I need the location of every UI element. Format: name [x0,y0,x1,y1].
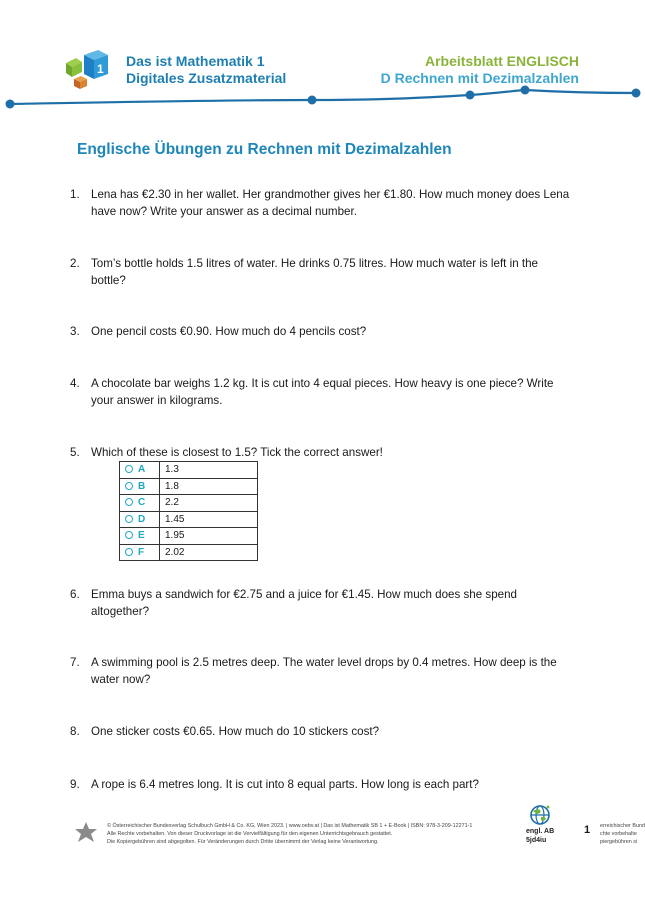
option-label-cell[interactable] [120,511,160,528]
option-value: 1.45 [160,511,258,528]
option-row[interactable] [120,478,258,495]
question-text: One pencil costs €0.90. How much do 4 pencils cost? [91,325,367,338]
footer-side-line: chte vorbehalte [600,831,637,837]
logo-digit: 1 [97,62,104,76]
option-row[interactable] [120,511,258,528]
question-number: 1. [70,188,80,201]
option-letter: B [138,480,146,492]
answer-options-table [119,461,258,561]
option-label-cell[interactable] [120,478,160,495]
question-4 [70,376,570,409]
question-5 [70,445,570,462]
option-letter: A [138,464,146,476]
radio-circle-icon[interactable] [125,531,133,539]
header-book-title: Das ist Mathematik 1 [126,53,265,69]
option-value: 1.3 [160,462,258,479]
question-8 [70,724,570,741]
question-3 [70,324,570,341]
radio-circle-icon[interactable] [125,498,133,506]
footer-line: Die Kopiergebühren sind abgegolten. Für Veränderungen durch Dritte übernimmt der Verlag keine Verantwortung. [107,839,379,845]
question-text: A rope is 6.4 metres long. It is cut into 8 equal parts. How long is each part? [91,778,479,791]
question-text: Tom’s bottle holds 1.5 litres of water. He drinks 0.75 litres. How much water is left in the bottle? [91,257,538,287]
footer-side-line: piergebühren si [600,839,638,845]
question-number: 3. [70,325,80,338]
worksheet-code-label: engl. AB [526,828,555,835]
option-label-cell[interactable] [120,495,160,512]
option-letter: D [138,513,146,525]
option-value: 2.02 [160,544,258,561]
question-text: One sticker costs €0.65. How much do 10 stickers cost? [91,725,380,738]
question-text: A swimming pool is 2.5 metres deep. The water level drops by 0.4 metres. How deep is the water now? [91,656,557,686]
question-number: 9. [70,778,80,791]
radio-circle-icon[interactable] [125,482,133,490]
header-topic: D Rechnen mit Dezimalzahlen [380,70,579,86]
footer-side-line: erreichischer Bund [600,823,645,829]
question-number: 2. [70,257,80,270]
question-text: Lena has €2.30 in her wallet. Her grandmother gives her €1.80. How much money does Lena have now? Write your answer as a decimal number. [91,188,570,218]
question-text: Which of these is closest to 1.5? Tick the correct answer! [91,446,383,459]
page-number: 1 [584,824,591,836]
option-label-cell[interactable] [120,544,160,561]
worksheet-code: 5jd4iu [526,837,547,844]
question-2 [70,256,570,289]
question-number: 6. [70,588,80,601]
option-value: 1.95 [160,528,258,545]
radio-circle-icon[interactable] [125,515,133,523]
page-title: Englische Übungen zu Rechnen mit Dezimalzahlen [77,141,452,158]
option-letter: C [138,497,146,509]
publisher-logo-icon [73,820,99,846]
header-wave-line [0,80,640,112]
question-number: 5. [70,446,80,459]
footer-line: © Österreichischer Bundesverlag Schulbuch GmbH & Co. KG, Wien 2023. | www.oebv.at | Das ist Mathematik SB 1 + E-Book | ISBN: 978-3-209-12271-1 [107,823,473,829]
option-value: 2.2 [160,495,258,512]
question-number: 7. [70,656,80,669]
globe-icon [529,804,551,826]
footer-copyright [107,822,487,846]
option-letter: E [138,530,145,542]
option-value: 1.8 [160,478,258,495]
option-label-cell[interactable] [120,462,160,479]
radio-circle-icon[interactable] [125,465,133,473]
option-row[interactable] [120,495,258,512]
question-7 [70,655,570,688]
footer-line: Alle Rechte vorbehalten. Von dieser Druckvorlage ist die Vervielfältigung für den eigenen Unterrichtsgebrauch gestattet. [107,831,393,837]
option-row[interactable] [120,528,258,545]
header-sheet-type: Arbeitsblatt ENGLISCH [424,53,579,69]
question-text: A chocolate bar weighs 1.2 kg. It is cut into 4 equal pieces. How heavy is one piece? Write your answer in kilograms. [91,377,554,407]
option-row[interactable] [120,544,258,561]
question-text: Emma buys a sandwich for €2.75 and a juice for €1.45. How much does she spend altogether? [91,588,517,618]
question-number: 8. [70,725,80,738]
radio-circle-icon[interactable] [125,548,133,556]
question-9 [70,777,570,794]
option-label-cell[interactable] [120,528,160,545]
footer-side-text [600,822,645,846]
question-1 [70,187,570,220]
option-row[interactable] [120,462,258,479]
option-letter: F [138,546,145,558]
question-6 [70,587,570,620]
question-number: 4. [70,377,80,390]
header-book-subtitle: Digitales Zusatzmaterial [126,70,287,86]
